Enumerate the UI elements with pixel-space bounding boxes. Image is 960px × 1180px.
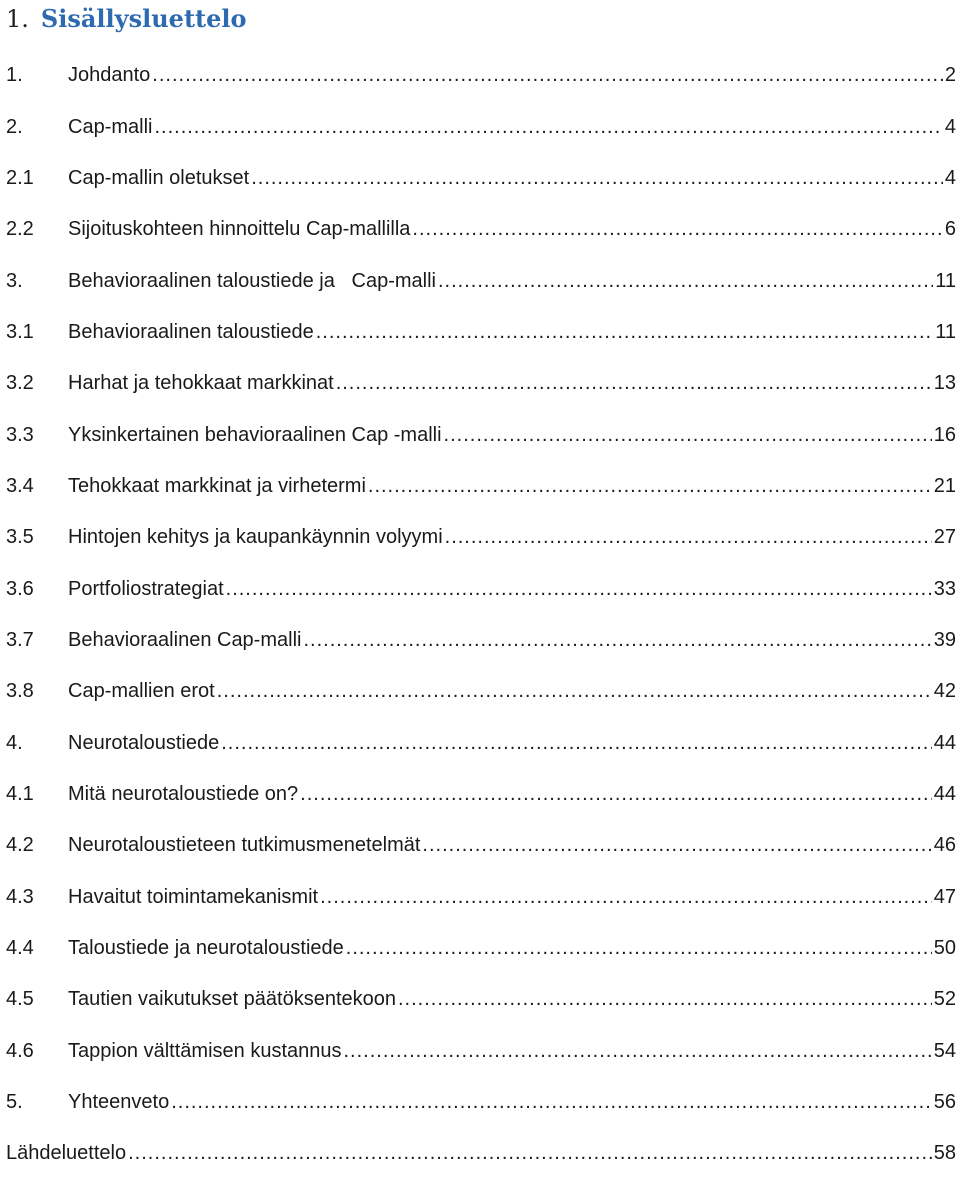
toc-entry[interactable] [0, 615, 960, 666]
toc-entry-number: 4.3 [6, 885, 34, 908]
toc-entry-title[interactable]: Cap-malli [68, 115, 153, 138]
toc-dot-leader [221, 718, 932, 769]
toc-entry-page-number[interactable]: 42 [933, 680, 956, 703]
toc-entry-body [68, 204, 960, 255]
toc-entry[interactable] [0, 1128, 960, 1179]
toc-heading-title: Sisällysluettelo [40, 4, 247, 33]
toc-dot-leader [444, 410, 932, 461]
toc-entry-page-number[interactable]: 2 [944, 64, 956, 87]
toc-dot-leader [171, 1077, 932, 1128]
toc-entry[interactable] [0, 255, 960, 306]
toc-entry-body [68, 461, 960, 512]
toc-dot-leader [346, 923, 932, 974]
toc-entry-title[interactable]: Havaitut toimintamekanismit [68, 885, 319, 908]
toc-entry-page-number[interactable]: 16 [933, 423, 956, 446]
toc-entry-body [68, 872, 960, 923]
toc-entry-body [68, 358, 960, 409]
toc-entry[interactable] [0, 512, 960, 563]
toc-entry[interactable] [0, 101, 960, 152]
toc-entry-page-number[interactable]: 11 [935, 320, 956, 343]
toc-entry-number: 3.3 [6, 423, 34, 446]
toc-entry-page-number[interactable]: 13 [933, 372, 956, 395]
toc-entry-page-number[interactable]: 47 [933, 885, 956, 908]
toc-entry-body [68, 102, 960, 153]
toc-entry-number: 4. [6, 731, 23, 754]
toc-entry[interactable] [0, 1026, 960, 1077]
toc-entry-number: 4.1 [6, 782, 34, 805]
toc-entry-body [68, 410, 960, 461]
toc-entry[interactable] [0, 307, 960, 358]
toc-dot-leader [438, 256, 933, 307]
toc-entry-number: 3.2 [6, 372, 34, 395]
toc-entry[interactable] [0, 820, 960, 871]
toc-entry[interactable] [0, 409, 960, 460]
toc-entry[interactable] [0, 974, 960, 1025]
toc-dot-leader [154, 102, 942, 153]
toc-entry-page-number[interactable]: 58 [933, 1142, 956, 1165]
toc-entry-title[interactable]: Portfoliostrategiat [68, 577, 224, 600]
toc-entry-body [68, 923, 960, 974]
toc-entry-body [68, 769, 960, 820]
toc-entry-body [68, 718, 960, 769]
toc-entry-number: 4.4 [6, 937, 34, 960]
toc-entry-title[interactable]: Hintojen kehitys ja kaupankäynnin volyymi [68, 526, 443, 549]
toc-dot-leader [303, 615, 931, 666]
toc-dot-leader [316, 307, 934, 358]
toc-dot-leader [217, 666, 932, 717]
toc-entry-page-number[interactable]: 44 [933, 731, 956, 754]
toc-entry-title[interactable]: Behavioraalinen Cap-malli [68, 628, 302, 651]
toc-entry[interactable] [0, 872, 960, 923]
toc-entry-title[interactable]: Lähdeluettelo [6, 1142, 127, 1165]
toc-entry[interactable] [0, 769, 960, 820]
toc-entry-title[interactable]: Neurotaloustiede [68, 731, 220, 754]
toc-entry-title[interactable]: Johdanto [68, 64, 151, 87]
toc-dot-leader [336, 358, 932, 409]
toc-entry-title[interactable]: Behavioraalinen taloustiede [68, 320, 314, 343]
toc-entry-page-number[interactable]: 39 [933, 628, 956, 651]
toc-entry-number: 3.4 [6, 474, 34, 497]
toc-entry-page-number[interactable]: 4 [944, 166, 956, 189]
toc-dot-leader [251, 153, 943, 204]
toc-entry-body [68, 615, 960, 666]
toc-entry-number: 3.1 [6, 320, 34, 343]
toc-entry-number: 2.1 [6, 166, 34, 189]
toc-entry-page-number[interactable]: 6 [944, 218, 956, 241]
toc-entry[interactable] [0, 461, 960, 512]
toc-dot-leader [226, 564, 932, 615]
toc-entry-page-number[interactable]: 11 [935, 269, 956, 292]
toc-entry-body [68, 307, 960, 358]
toc-entry-body [68, 256, 960, 307]
toc-entry-body [68, 564, 960, 615]
toc-entry-title[interactable]: Tappion välttämisen kustannus [68, 1039, 342, 1062]
toc-dot-leader [300, 769, 932, 820]
toc-heading [6, 2, 247, 36]
toc-entry-title[interactable]: Cap-mallien erot [68, 680, 215, 703]
toc-entry-page-number[interactable]: 52 [933, 988, 956, 1011]
toc-entry[interactable] [0, 153, 960, 204]
toc-entry[interactable] [0, 563, 960, 614]
toc-entry-number: 4.6 [6, 1039, 34, 1062]
toc-entry-title[interactable]: Yhteenveto [68, 1091, 170, 1114]
toc-entry-number: 1. [6, 64, 23, 87]
toc-entry-title[interactable]: Behavioraalinen taloustiede ja Cap-malli [68, 269, 436, 292]
toc-entry-page-number[interactable]: 4 [944, 115, 956, 138]
toc-entry-number: 3.8 [6, 680, 34, 703]
toc-dot-leader [445, 512, 932, 563]
toc-entry-title[interactable]: Tehokkaat markkinat ja virhetermi [68, 474, 366, 497]
toc-entry-body [68, 1077, 960, 1128]
toc-entry[interactable] [0, 50, 960, 101]
toc-entry-number: 4.2 [6, 834, 34, 857]
toc-entry-title[interactable]: Sijoituskohteen hinnoittelu Cap-mallilla [68, 218, 411, 241]
toc-entry-page-number[interactable]: 44 [933, 782, 956, 805]
toc-entry[interactable] [0, 666, 960, 717]
toc-entry-page-number[interactable]: 21 [933, 474, 956, 497]
toc-entry-page-number[interactable]: 33 [933, 577, 956, 600]
toc-dot-leader [368, 461, 932, 512]
toc-entry-number: 5. [6, 1091, 23, 1114]
toc-entry-number: 3.6 [6, 577, 34, 600]
toc-entry-body [68, 512, 960, 563]
toc-entry-page-number[interactable]: 54 [933, 1039, 956, 1062]
toc-entry-title[interactable]: Harhat ja tehokkaat markkinat [68, 372, 334, 395]
toc-list [0, 50, 960, 1180]
toc-entry-page-number[interactable]: 56 [933, 1091, 956, 1114]
toc-entry[interactable] [0, 923, 960, 974]
toc-entry-title[interactable]: Taloustiede ja neurotaloustiede [68, 937, 344, 960]
toc-entry-page-number[interactable]: 50 [933, 937, 956, 960]
toc-entry-body [6, 1128, 960, 1179]
toc-entry-body [68, 50, 960, 101]
toc-dot-leader [128, 1128, 932, 1179]
toc-entry-title[interactable]: Yksinkertainen behavioraalinen Cap -malli [68, 423, 442, 446]
toc-entry-number: 2. [6, 115, 23, 138]
toc-entry-body [68, 1026, 960, 1077]
toc-entry-number: 2.2 [6, 218, 34, 241]
toc-entry-page-number[interactable]: 27 [933, 526, 956, 549]
toc-entry-body [68, 153, 960, 204]
toc-entry-number: 3. [6, 269, 23, 292]
toc-entry-page-number[interactable]: 46 [933, 834, 956, 857]
toc-entry-body [68, 666, 960, 717]
toc-entry[interactable] [0, 204, 960, 255]
toc-entry-title[interactable]: Cap-mallin oletukset [68, 166, 250, 189]
toc-entry-title[interactable]: Mitä neurotaloustiede on? [68, 782, 299, 805]
toc-dot-leader [344, 1026, 932, 1077]
toc-entry-number: 3.5 [6, 526, 34, 549]
toc-dot-leader [320, 872, 932, 923]
toc-dot-leader [422, 820, 931, 871]
toc-entry[interactable] [0, 717, 960, 768]
toc-entry-number: 4.5 [6, 988, 34, 1011]
toc-entry-title[interactable]: Neurotaloustieteen tutkimusmenetelmät [68, 834, 421, 857]
toc-entry-number: 3.7 [6, 628, 34, 651]
toc-entry[interactable] [0, 1077, 960, 1128]
toc-entry-title[interactable]: Tautien vaikutukset päätöksentekoon [68, 988, 396, 1011]
toc-entry-body [68, 820, 960, 871]
toc-heading-number: 1. [6, 5, 29, 33]
toc-entry-body [68, 974, 960, 1025]
toc-dot-leader [398, 974, 932, 1025]
toc-entry[interactable] [0, 358, 960, 409]
toc-dot-leader [152, 50, 943, 101]
toc-dot-leader [412, 204, 942, 255]
